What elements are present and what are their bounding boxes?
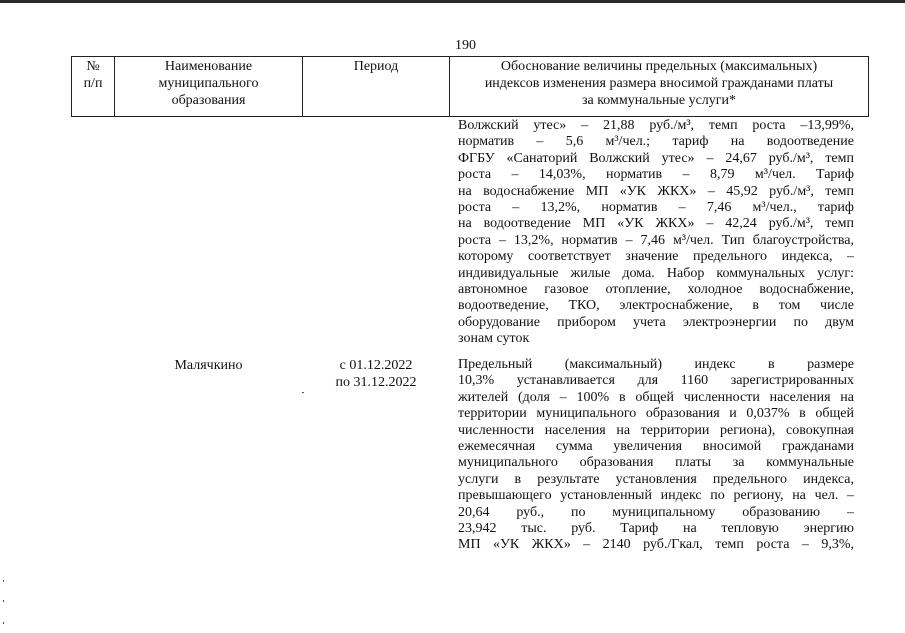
text-line: роста – 13,2%, норматив – 7,46 м³/чел., тариф	[458, 200, 854, 216]
text-line: жителей (доля – 100% в общей численности населения на	[458, 389, 854, 405]
text-line: ФГБУ «Санаторий Волжский утес» – 24,67 руб./м³, темп	[458, 150, 854, 166]
text-line: Волжский утес» – 21,88 руб./м³, темп роста –13,99%,	[458, 118, 854, 133]
page-number: 190	[455, 38, 476, 53]
text-line: территории муниципального образования и 0,037% в общей	[458, 406, 854, 422]
text-line: индивидуальные жилые дома. Набор коммунальных услуг:	[458, 265, 854, 281]
text-line: роста – 14,03%, норматив – 8,79 м³/чел. Тариф	[458, 167, 854, 183]
text-line: ежемесячная сумма увеличения вносимой гражданами	[458, 439, 854, 455]
col-border-right	[868, 56, 869, 117]
text-line: МП «УК ЖКХ» – 2140 руб./Гкал, темп роста – 9,3%,	[458, 537, 854, 553]
text-line: автономное газовое отопление, холодное водоснабжение,	[458, 282, 854, 298]
text-line: водоотведение, ТКО, электроснабжение, в том числе	[458, 298, 854, 314]
header-bottom-border	[71, 116, 869, 117]
text-line: на водоотведение МП «УК ЖКХ» – 42,24 руб./м³, темп	[458, 216, 854, 232]
table-top-border	[71, 56, 869, 57]
text-line: услуги в результате установления предельного индекса,	[458, 471, 854, 487]
header-period: Период	[353, 59, 399, 74]
header-justification: Обоснование величины предельных (максимальных) индексов изменения размера вносимой гражданами платы за коммунальные услуги*	[484, 59, 834, 108]
period-end: по 31.12.2022	[335, 375, 417, 390]
text-line: численности населения на территории региона), совокупная	[458, 422, 854, 438]
header-number: № п/п	[83, 59, 103, 91]
text-line: на водоснабжение МП «УК ЖКХ» – 45,92 руб./м³, темп	[458, 183, 854, 199]
scan-speck	[3, 580, 4, 582]
municipality-name: Малячкино	[174, 358, 243, 373]
text-line: 23,942 тыс. руб. Тариф на тепловую энергию	[458, 521, 854, 537]
text-line: которому соответствует значение предельного индекса, –	[458, 249, 854, 265]
text-line: оборудование прибором учета электроэнергии по двум	[458, 314, 854, 330]
text-line: превышающего установленный индекс по региону, на чел. –	[458, 488, 854, 504]
text-line: зонам суток	[458, 331, 530, 347]
text-line: 20,64 руб., по муниципальному образованию –	[458, 504, 854, 520]
scan-speck	[3, 600, 4, 602]
justification-cell	[458, 357, 854, 554]
text-line: роста – 13,2%, норматив – 7,46 м³/чел. Тип благоустройства,	[458, 232, 854, 248]
period-start: с 01.12.2022	[339, 358, 413, 373]
text-line: муниципального образования платы за коммунальные	[458, 455, 854, 471]
text-line: Предельный (максимальный) индекс в размере	[458, 357, 854, 372]
text-line: норматив – 5,6 м³/чел.; тариф на водоотведение	[458, 134, 854, 150]
header-municipality: Наименование муниципального образования	[158, 59, 259, 108]
scan-speck	[302, 392, 304, 393]
justification-continuation	[458, 118, 854, 348]
text-line: 10,3% устанавливается для 1160 зарегистрированных	[458, 373, 854, 389]
scan-edge-line	[0, 0, 905, 3]
scan-speck	[3, 622, 4, 624]
